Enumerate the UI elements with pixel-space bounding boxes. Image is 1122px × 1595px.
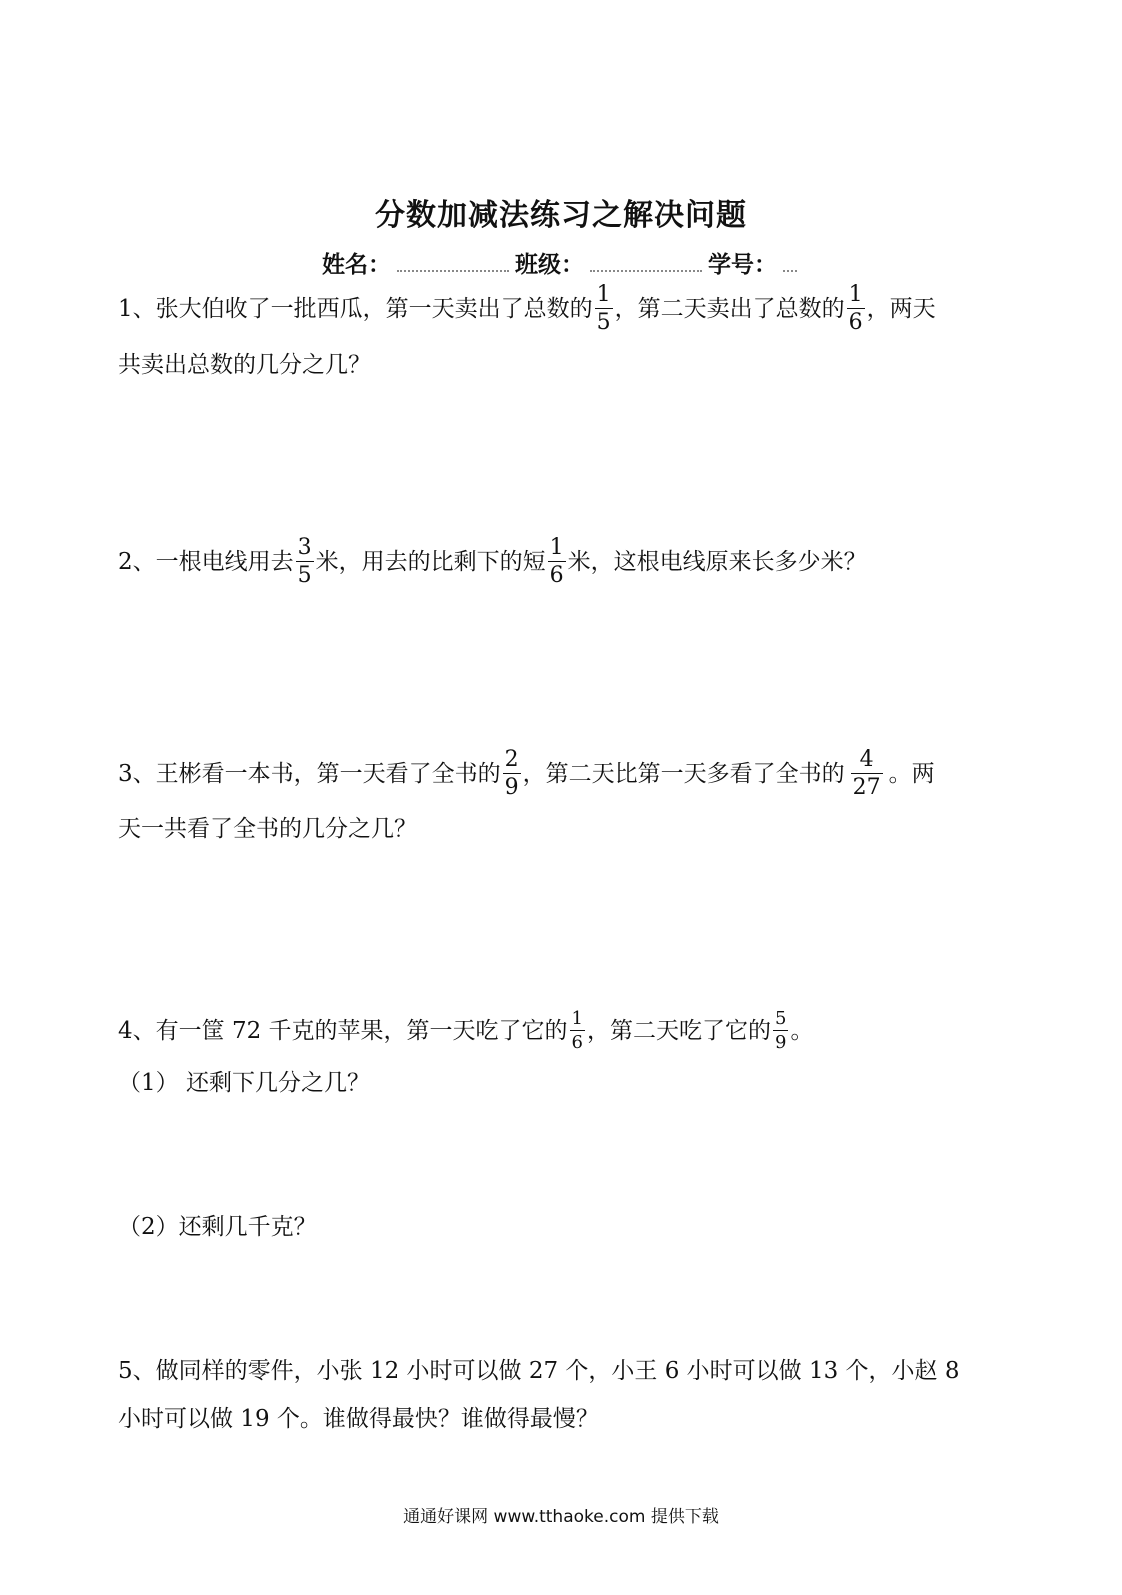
question-2-text-b: 米，用去的比剩下的短 bbox=[315, 548, 546, 575]
fraction-denominator: 6 bbox=[571, 1032, 583, 1053]
page-title: 分数加减法练习之解决问题 bbox=[375, 198, 747, 233]
fraction-1-6 bbox=[570, 1010, 585, 1052]
question-4-text-b: ，第二天吃了它的 bbox=[586, 1017, 771, 1044]
fraction-4-27 bbox=[851, 749, 883, 799]
question-3-text-b: ，第二天比第一天多看了全书的 bbox=[522, 760, 845, 787]
fraction-denominator: 5 bbox=[297, 563, 312, 588]
question-4-sub-2: （2）还剩几千克？ bbox=[118, 1214, 317, 1240]
question-3-line-2: 天一共看了全书的几分之几？ bbox=[118, 816, 417, 842]
fraction-numerator: 1 bbox=[549, 535, 564, 560]
fraction-numerator: 3 bbox=[297, 535, 312, 560]
page-footer: 通通好课网 www.tthaoke.com 提供下载 bbox=[403, 1507, 719, 1527]
fraction-numerator: 1 bbox=[596, 282, 611, 307]
name-label: 姓名： bbox=[322, 251, 391, 278]
fraction-numerator: 5 bbox=[774, 1008, 787, 1029]
name-blank bbox=[397, 270, 509, 272]
fraction-denominator: 6 bbox=[848, 310, 863, 335]
fraction-numerator: 4 bbox=[859, 747, 874, 772]
number-label: 学号： bbox=[708, 251, 777, 278]
fraction-5-9 bbox=[773, 1010, 788, 1052]
question-4-line-1 bbox=[118, 1010, 813, 1052]
question-3-text-a: 3、王彬看一本书，第一天看了全书的 bbox=[118, 760, 501, 787]
question-5-line-1: 5、做同样的零件，小张 12 小时可以做 27 个，小王 6 小时可以做 13 个，小赵 8 bbox=[118, 1358, 960, 1384]
question-4-text-a: 4、有一筐 72 千克的苹果，第一天吃了它的 bbox=[118, 1017, 568, 1044]
question-2-text-c: 米，这根电线原来长多少米？ bbox=[567, 548, 867, 575]
fraction-denominator: 27 bbox=[852, 775, 881, 800]
question-2-line-1 bbox=[118, 537, 867, 587]
class-label: 班级： bbox=[515, 251, 584, 278]
question-1-line-2: 共卖出总数的几分之几？ bbox=[118, 352, 371, 378]
fraction-3-5 bbox=[296, 537, 314, 587]
question-1-text-a: 1、张大伯收了一批西瓜，第一天卖出了总数的 bbox=[118, 295, 593, 322]
question-3-line-1 bbox=[118, 749, 935, 799]
fraction-denominator: 6 bbox=[549, 563, 564, 588]
question-3-text-c: 。两 bbox=[888, 760, 935, 787]
question-1-text-c: ，两天 bbox=[866, 295, 936, 322]
fraction-denominator: 5 bbox=[596, 310, 611, 335]
fraction-2-9 bbox=[503, 749, 521, 799]
fraction-denominator: 9 bbox=[504, 775, 519, 800]
question-4-text-c: 。 bbox=[790, 1017, 814, 1044]
question-1-text-b: ，第二天卖出了总数的 bbox=[614, 295, 845, 322]
fraction-numerator: 2 bbox=[504, 747, 519, 772]
fraction-numerator: 1 bbox=[848, 282, 863, 307]
fraction-1-5 bbox=[595, 284, 613, 334]
question-5-line-2: 小时可以做 19 个。谁做得最快？谁做得最慢？ bbox=[118, 1406, 599, 1432]
fraction-1-6 bbox=[548, 537, 566, 587]
class-blank bbox=[590, 270, 702, 272]
fraction-numerator: 1 bbox=[571, 1008, 583, 1029]
question-1-line-1 bbox=[118, 284, 936, 334]
question-2-text-a: 2、一根电线用去 bbox=[118, 548, 294, 575]
student-info-row bbox=[322, 246, 803, 279]
fraction-denominator: 9 bbox=[774, 1032, 787, 1053]
number-blank bbox=[783, 270, 797, 272]
question-4-sub-1: （1） 还剩下几分之几？ bbox=[118, 1070, 370, 1096]
fraction-1-6 bbox=[847, 284, 865, 334]
